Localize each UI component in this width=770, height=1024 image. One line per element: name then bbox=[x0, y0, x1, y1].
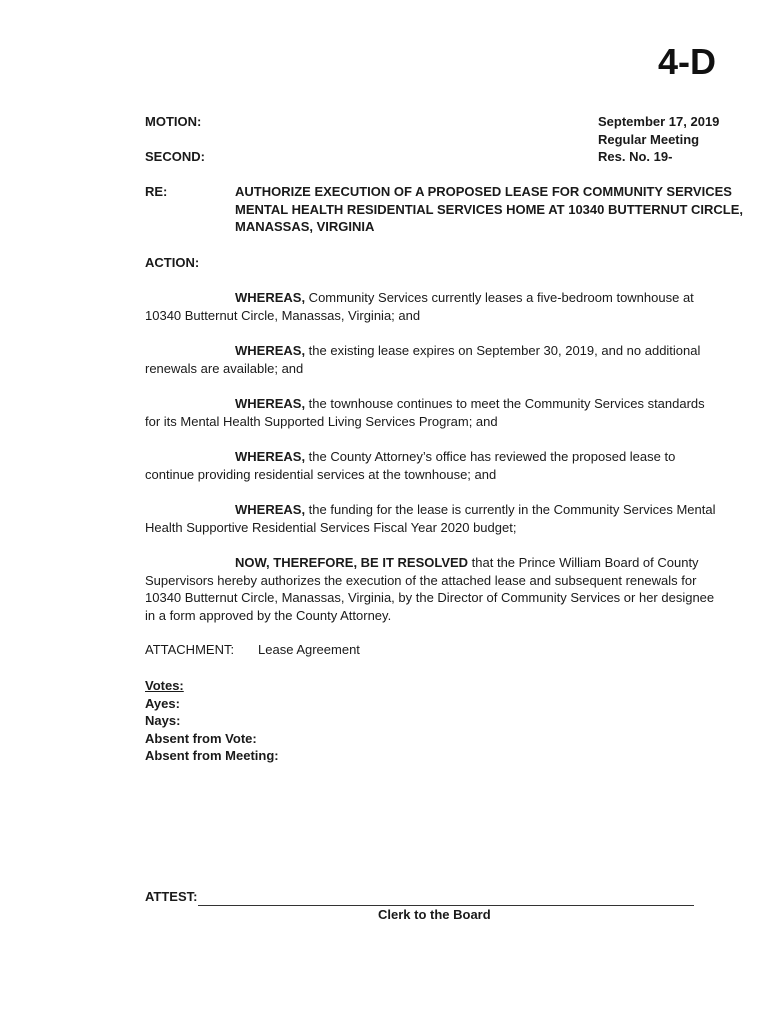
absent-from-vote-label: Absent from Vote: bbox=[145, 730, 257, 746]
paragraph-text: 10340 Butternut Circle, Manassas, Virginia, by the Director of Community Services or her designee bbox=[145, 590, 715, 605]
second-label: SECOND: bbox=[145, 149, 205, 164]
whereas-paragraph-2 bbox=[145, 342, 730, 377]
paragraph-text: continue providing residential services at the townhouse; and bbox=[145, 466, 497, 482]
paragraph-lead: WHEREAS, bbox=[235, 396, 306, 411]
re-line: MANASSAS, VIRGINIA bbox=[235, 219, 375, 234]
paragraph-text: 10340 Butternut Circle, Manassas, Virginia; and bbox=[145, 307, 421, 323]
meeting-date: September 17, 2019 bbox=[598, 114, 720, 129]
attachment-value: Lease Agreement bbox=[258, 642, 360, 657]
votes-block bbox=[145, 677, 279, 765]
re-line: AUTHORIZE EXECUTION OF A PROPOSED LEASE FOR COMMUNITY SERVICES bbox=[235, 184, 732, 199]
paragraph-text: in a form approved by the County Attorney. bbox=[145, 607, 392, 623]
votes-heading: Votes: bbox=[145, 678, 184, 693]
paragraph-text: renewals are available; and bbox=[145, 360, 304, 376]
re-line: MENTAL HEALTH RESIDENTIAL SERVICES HOME AT 10340 BUTTERNUT CIRCLE, bbox=[235, 201, 744, 217]
re-subject bbox=[235, 183, 744, 236]
nays-label: Nays: bbox=[145, 713, 181, 728]
paragraph-text: the existing lease expires on September 30, 2019, and no additional bbox=[305, 343, 701, 358]
whereas-paragraph-4 bbox=[145, 448, 730, 483]
paragraph-text: that the Prince William Board of County bbox=[468, 555, 699, 570]
attachment-label: ATTACHMENT: bbox=[145, 642, 235, 657]
clerk-label: Clerk to the Board bbox=[378, 907, 491, 922]
ayes-label: Ayes: bbox=[145, 695, 180, 711]
motion-label: MOTION: bbox=[145, 114, 202, 129]
attest-block bbox=[145, 888, 694, 906]
paragraph-lead: WHEREAS, bbox=[235, 343, 306, 358]
paragraph-text: the townhouse continues to meet the Community Services standards bbox=[305, 396, 705, 411]
paragraph-text: the County Attorney’s office has reviewed the proposed lease to bbox=[305, 449, 676, 464]
resolved-paragraph bbox=[145, 554, 730, 624]
whereas-paragraph-1 bbox=[145, 289, 730, 324]
meeting-type: Regular Meeting bbox=[598, 131, 700, 147]
agenda-item-number: 4-D bbox=[657, 41, 716, 82]
paragraph-lead: WHEREAS, bbox=[235, 449, 306, 464]
meeting-info bbox=[598, 113, 719, 166]
action-label: ACTION: bbox=[145, 255, 200, 270]
whereas-paragraph-3 bbox=[145, 395, 730, 430]
paragraph-text: for its Mental Health Supported Living Services Program; and bbox=[145, 413, 498, 429]
signature-line bbox=[198, 891, 694, 906]
re-label: RE: bbox=[145, 184, 168, 199]
paragraph-text: Community Services currently leases a five-bedroom townhouse at bbox=[305, 290, 694, 305]
paragraph-text: Health Supportive Residential Services Fiscal Year 2020 budget; bbox=[145, 519, 517, 535]
attest-label: ATTEST: bbox=[145, 889, 198, 904]
paragraph-text: Supervisors hereby authorizes the execution of the attached lease and subsequent renewals for bbox=[145, 572, 697, 588]
paragraph-text: the funding for the lease is currently in the Community Services Mental bbox=[305, 502, 716, 517]
resolution-number: Res. No. 19- bbox=[598, 149, 673, 164]
absent-from-meeting-label: Absent from Meeting: bbox=[145, 748, 279, 763]
paragraph-lead: WHEREAS, bbox=[235, 290, 306, 305]
whereas-paragraph-5 bbox=[145, 501, 730, 536]
paragraph-lead: NOW, THEREFORE, BE IT RESOLVED bbox=[235, 555, 469, 570]
paragraph-lead: WHEREAS, bbox=[235, 502, 306, 517]
